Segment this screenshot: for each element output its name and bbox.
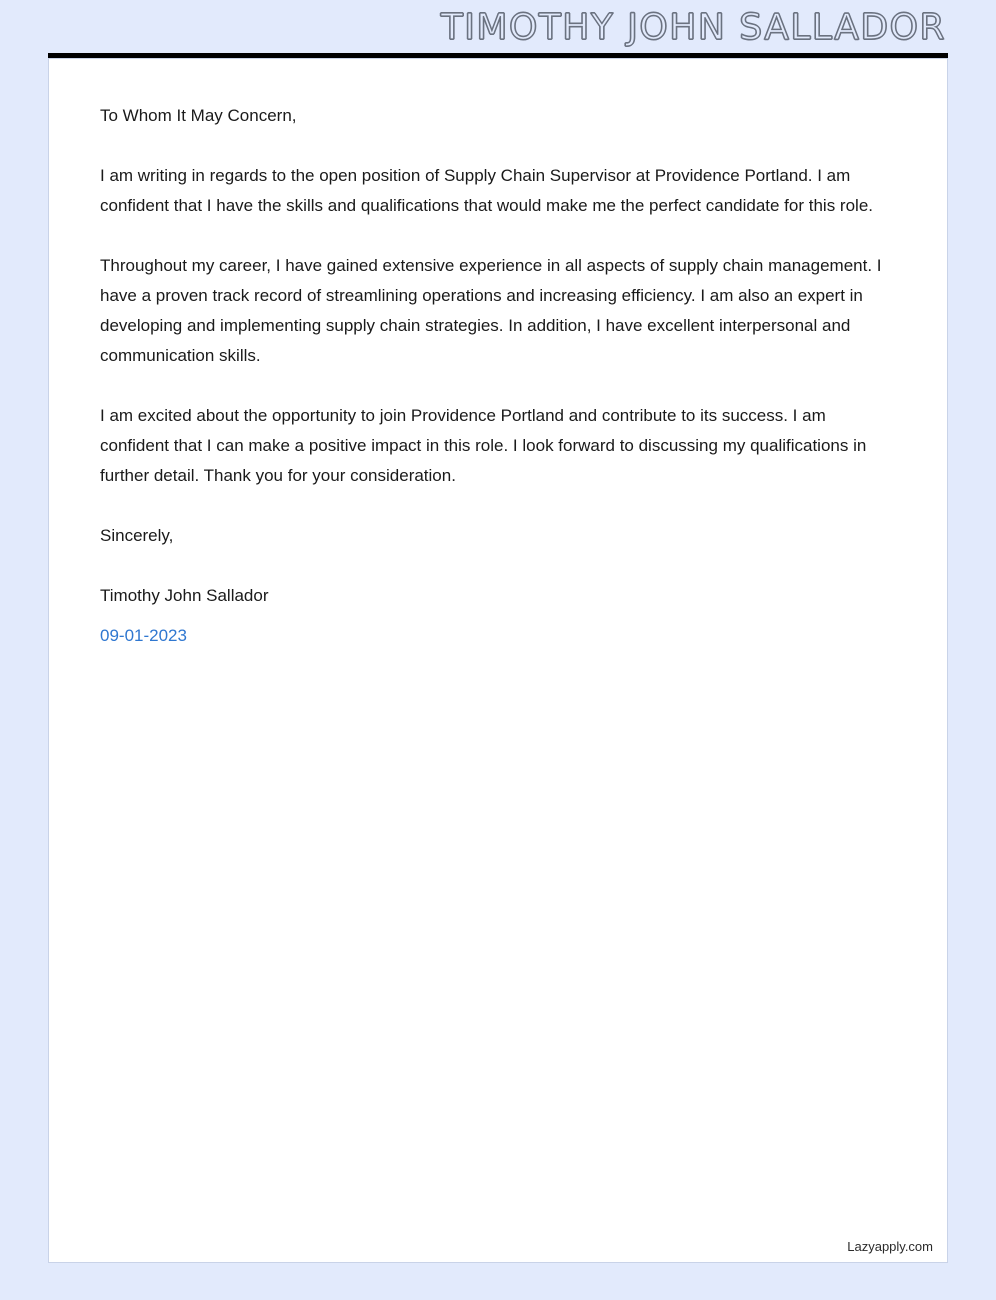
letter-date: 09-01-2023 (100, 626, 187, 645)
letter-salutation: To Whom It May Concern, (100, 106, 297, 125)
letter-sheet (48, 58, 948, 1263)
letter-body (100, 101, 895, 651)
candidate-name-heading: TIMOTHY JOHN SALLADOR (440, 7, 946, 48)
letter-signature-name: Timothy John Sallador (100, 586, 269, 605)
letter-paragraph-2: Throughout my career, I have gained extensive experience in all aspects of supply chain management. I have a proven track record of streamlining operations and increasing efficiency. I am also an expert in developing and implementing supply chain strategies. In addition, I have excellent interpersonal and communication skills. (100, 256, 882, 365)
letter-paragraph-3: I am excited about the opportunity to join Providence Portland and contribute to its success. I am confident that I can make a positive impact in this role. I look forward to discussing my qualifications in further detail. Thank you for your consideration. (100, 406, 867, 485)
document-header (0, 0, 996, 56)
letter-paragraph-1: I am writing in regards to the open position of Supply Chain Supervisor at Providence Portland. I am confident that I have the skills and qualifications that would make me the perfect candidate for this role. (100, 166, 873, 215)
footer-brand-label: Lazyapply.com (847, 1239, 933, 1254)
letter-closing: Sincerely, (100, 526, 174, 545)
